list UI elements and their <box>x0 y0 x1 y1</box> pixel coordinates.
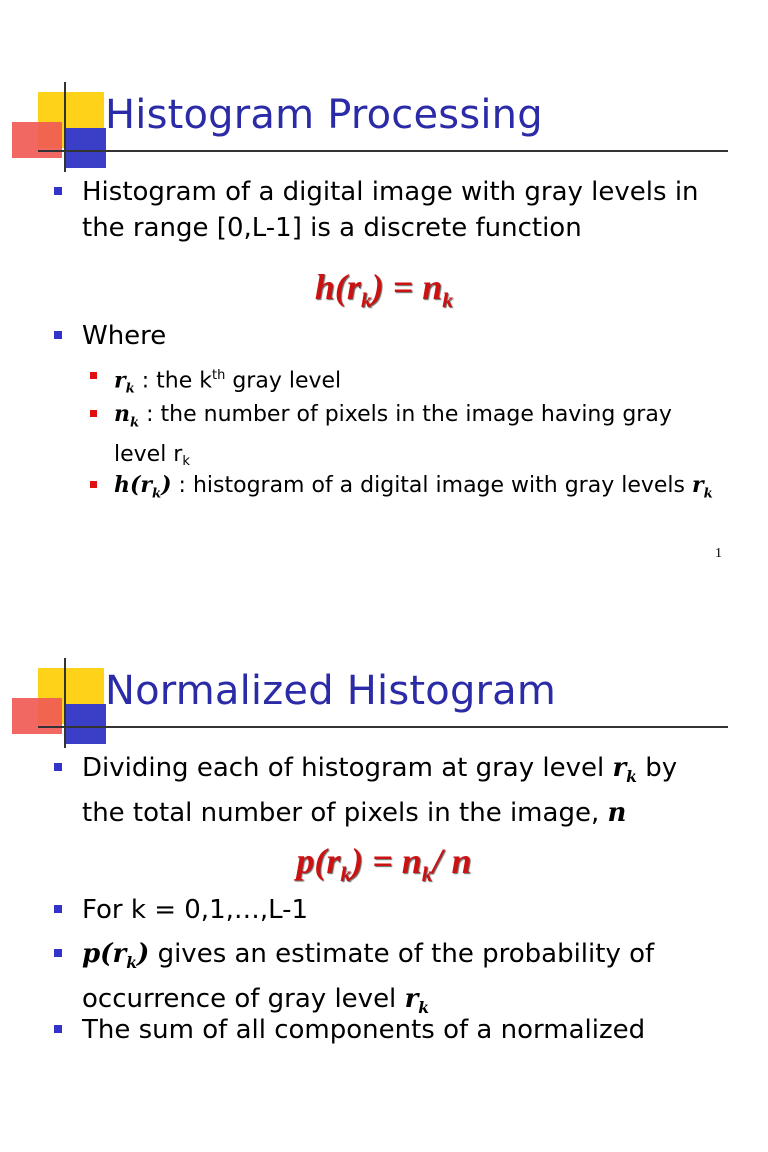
bullet-where: Where <box>82 318 166 354</box>
subbullet-hrk: $h(r_k)$ : histogram of a digital image with gray levels $r_k$ <box>114 469 713 510</box>
subbullet-marker <box>90 481 97 488</box>
bullet-probability: $p(r_k)$ gives an estimate of the probability of occurrence of gray level $r_k$ <box>82 936 654 1026</box>
slide-normalized-histogram <box>0 576 768 1152</box>
title-underline <box>38 150 728 152</box>
title-underline <box>38 726 728 728</box>
bullet-histogram-definition <box>82 174 699 246</box>
subbullet-marker <box>90 372 97 379</box>
logo-red-square <box>12 122 62 158</box>
subbullet-marker <box>90 410 97 417</box>
bullet-line-1: Histogram of a digital image with gray levels in <box>82 177 699 207</box>
bullet-for-k: For k = 0,1,…,L-1 <box>82 892 308 928</box>
logo-blue-square <box>64 704 106 744</box>
logo-red-square <box>12 698 62 734</box>
subbullet-rk: $r_k$ : the $k^{th}$ gray level <box>114 360 341 406</box>
bullet-marker <box>54 1025 62 1033</box>
slide-title: Histogram Processing <box>105 92 543 138</box>
bullet-marker <box>54 187 62 195</box>
bullet-marker <box>54 331 62 339</box>
bullet-marker <box>54 905 62 913</box>
bullet-line-2: the range [0,L-1] is a discrete function <box>82 213 582 243</box>
histogram-formula: $h(r_k) = n_k$ <box>314 267 454 313</box>
slide-title: Normalized Histogram <box>105 668 557 714</box>
bullet-marker <box>54 763 62 771</box>
bullet-marker <box>54 949 62 957</box>
subbullet-nk: $n_k$ : the number of pixels in the image having gray level rk <box>114 398 672 478</box>
bullet-dividing: Dividing each of histogram at gray level $r_k$ by the total number of pixels in the image, n <box>82 750 677 831</box>
logo-vertical-line <box>64 658 66 748</box>
page-number: 1 <box>715 546 722 561</box>
normalized-formula: $p(r_k) = n_k/$ n <box>296 841 472 887</box>
logo-vertical-line <box>64 82 66 172</box>
logo-blue-square <box>64 128 106 168</box>
bullet-sum-partial: The sum of all components of a normalized <box>82 1012 645 1048</box>
